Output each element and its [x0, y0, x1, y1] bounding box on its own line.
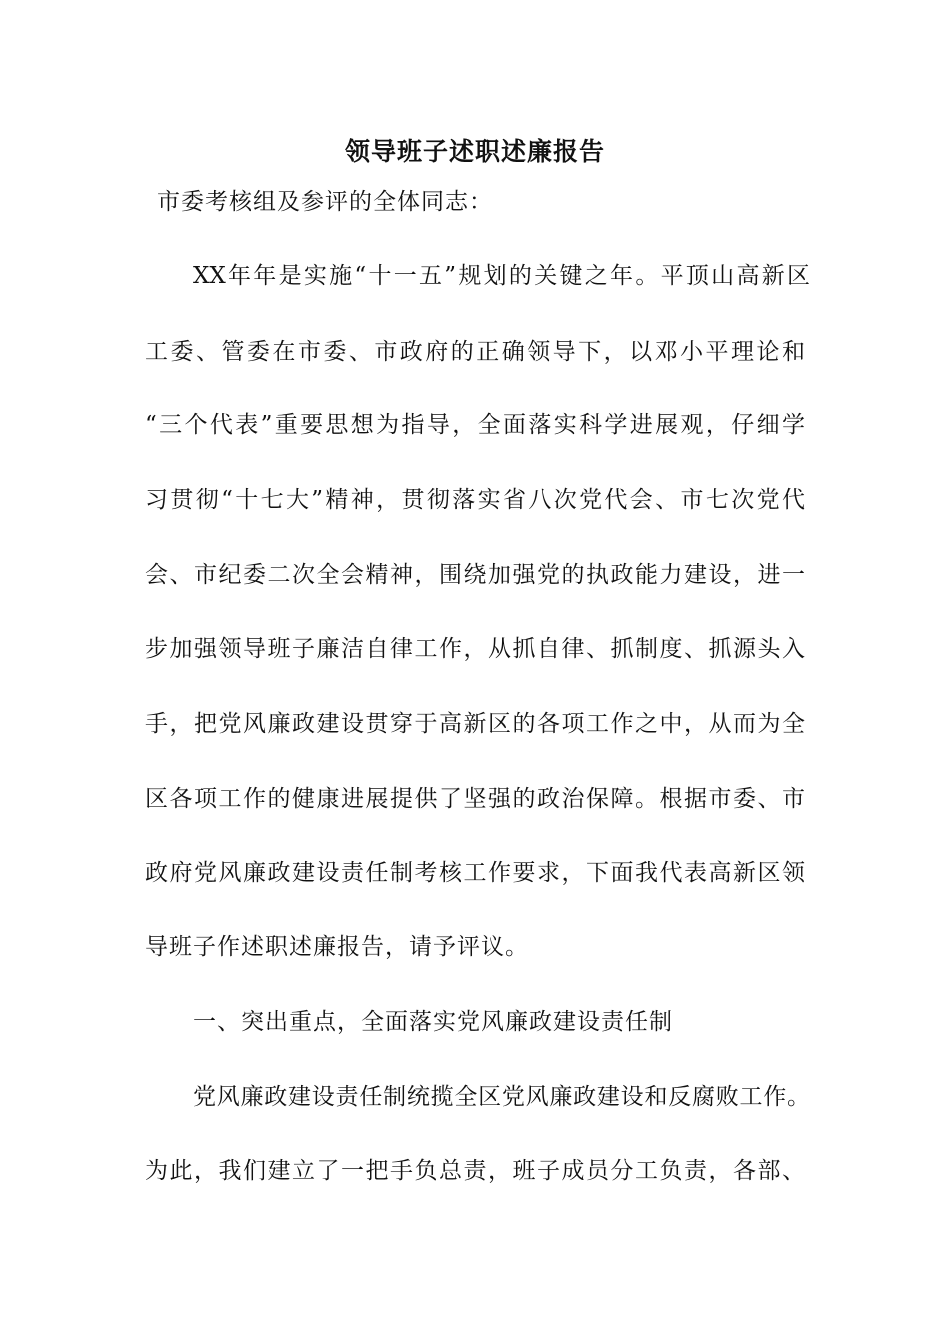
paragraph-line: 政府党风廉政建设责任制考核工作要求，下面我代表高新区领 — [145, 860, 805, 886]
paragraph-line: 会、市纪委二次全会精神，围绕加强党的执政能力建设，进一 — [145, 562, 805, 588]
paragraph-line: 步加强领导班子廉洁自律工作，从抓自律、抓制度、抓源头入 — [145, 636, 805, 662]
paragraph-line: 为此，我们建立了一把手负总责，班子成员分工负责，各部、 — [145, 1158, 805, 1184]
paragraph-line: 工委、管委在市委、市政府的正确领导下，以邓小平理论和 — [145, 339, 805, 365]
paragraph-line: 区各项工作的健康进展提供了坚强的政治保障。根据市委、市 — [145, 786, 805, 812]
document-title: 领导班子述职述廉报告 — [344, 137, 605, 166]
section-heading: 一、突出重点，全面落实党风廉政建设责任制 — [193, 1009, 673, 1035]
paragraph-line: “三个代表”重要思想为指导，全面落实科学进展观，仔细学 — [145, 412, 805, 438]
paragraph-line: XX年年是实施“十一五”规划的关键之年。平顶山高新区 — [193, 263, 810, 289]
paragraph-line: 习贯彻“十七大”精神，贯彻落实省八次党代会、市七次党代 — [145, 487, 805, 513]
salutation: 市委考核组及参评的全体同志： — [157, 189, 493, 215]
paragraph-line: 党风廉政建设责任制统揽全区党风廉政建设和反腐败工作。 — [193, 1084, 810, 1110]
paragraph-line: 导班子作述职述廉报告，请予评议。 — [145, 934, 529, 960]
paragraph-line: 手，把党风廉政建设贯穿于高新区的各项工作之中，从而为全 — [145, 711, 805, 737]
